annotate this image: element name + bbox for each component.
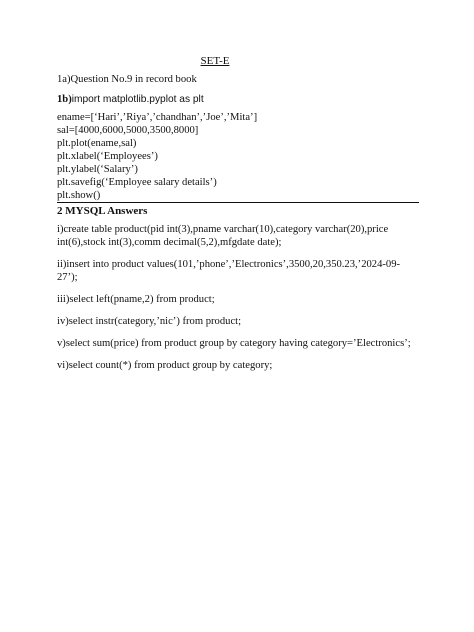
question-1b-import: import matplotlib.pyplot as plt bbox=[71, 94, 204, 105]
answer-item: ii)insert into product values(101,’phone’,’Electronics’,3500,20,350.23,’2024-09-27’); bbox=[57, 259, 401, 283]
code-line: plt.ylabel(‘Salary’) bbox=[57, 164, 138, 175]
code-line: ename=[‘Hari’,’Riya’,’chandhan’,’Joe’,’Mita’] bbox=[57, 112, 258, 123]
code-line: plt.show() bbox=[57, 190, 101, 201]
answer-item: v)select sum(price) from product group by category having category=’Electronics’; bbox=[57, 338, 411, 349]
divider bbox=[57, 202, 419, 203]
question-1b bbox=[57, 93, 419, 106]
answer-item: iv)select instr(category,’nic’) from product; bbox=[57, 316, 242, 327]
section-heading: 2 MYSQL Answers bbox=[57, 205, 148, 217]
answer-item: iii)select left(pname,2) from product; bbox=[57, 294, 215, 305]
question-1a: 1a)Question No.9 in record book bbox=[57, 74, 197, 85]
set-title: SET-E bbox=[200, 55, 230, 67]
code-line: sal=[4000,6000,5000,3500,8000] bbox=[57, 125, 199, 136]
code-line: plt.xlabel(‘Employees’) bbox=[57, 151, 158, 162]
answer-item: i)create table product(pid int(3),pname varchar(10),category varchar(20),price int(6),stock int(3),comm decimal(5,2),mfgdate date); bbox=[57, 224, 389, 248]
question-1b-label: 1b) bbox=[57, 94, 72, 105]
code-line: plt.plot(ename,sal) bbox=[57, 138, 137, 149]
code-block bbox=[57, 111, 419, 202]
answers-list bbox=[57, 223, 419, 381]
answer-item: vi)select count(*) from product group by category; bbox=[57, 360, 273, 371]
code-line: plt.savefig(‘Employee salary details’) bbox=[57, 177, 217, 188]
